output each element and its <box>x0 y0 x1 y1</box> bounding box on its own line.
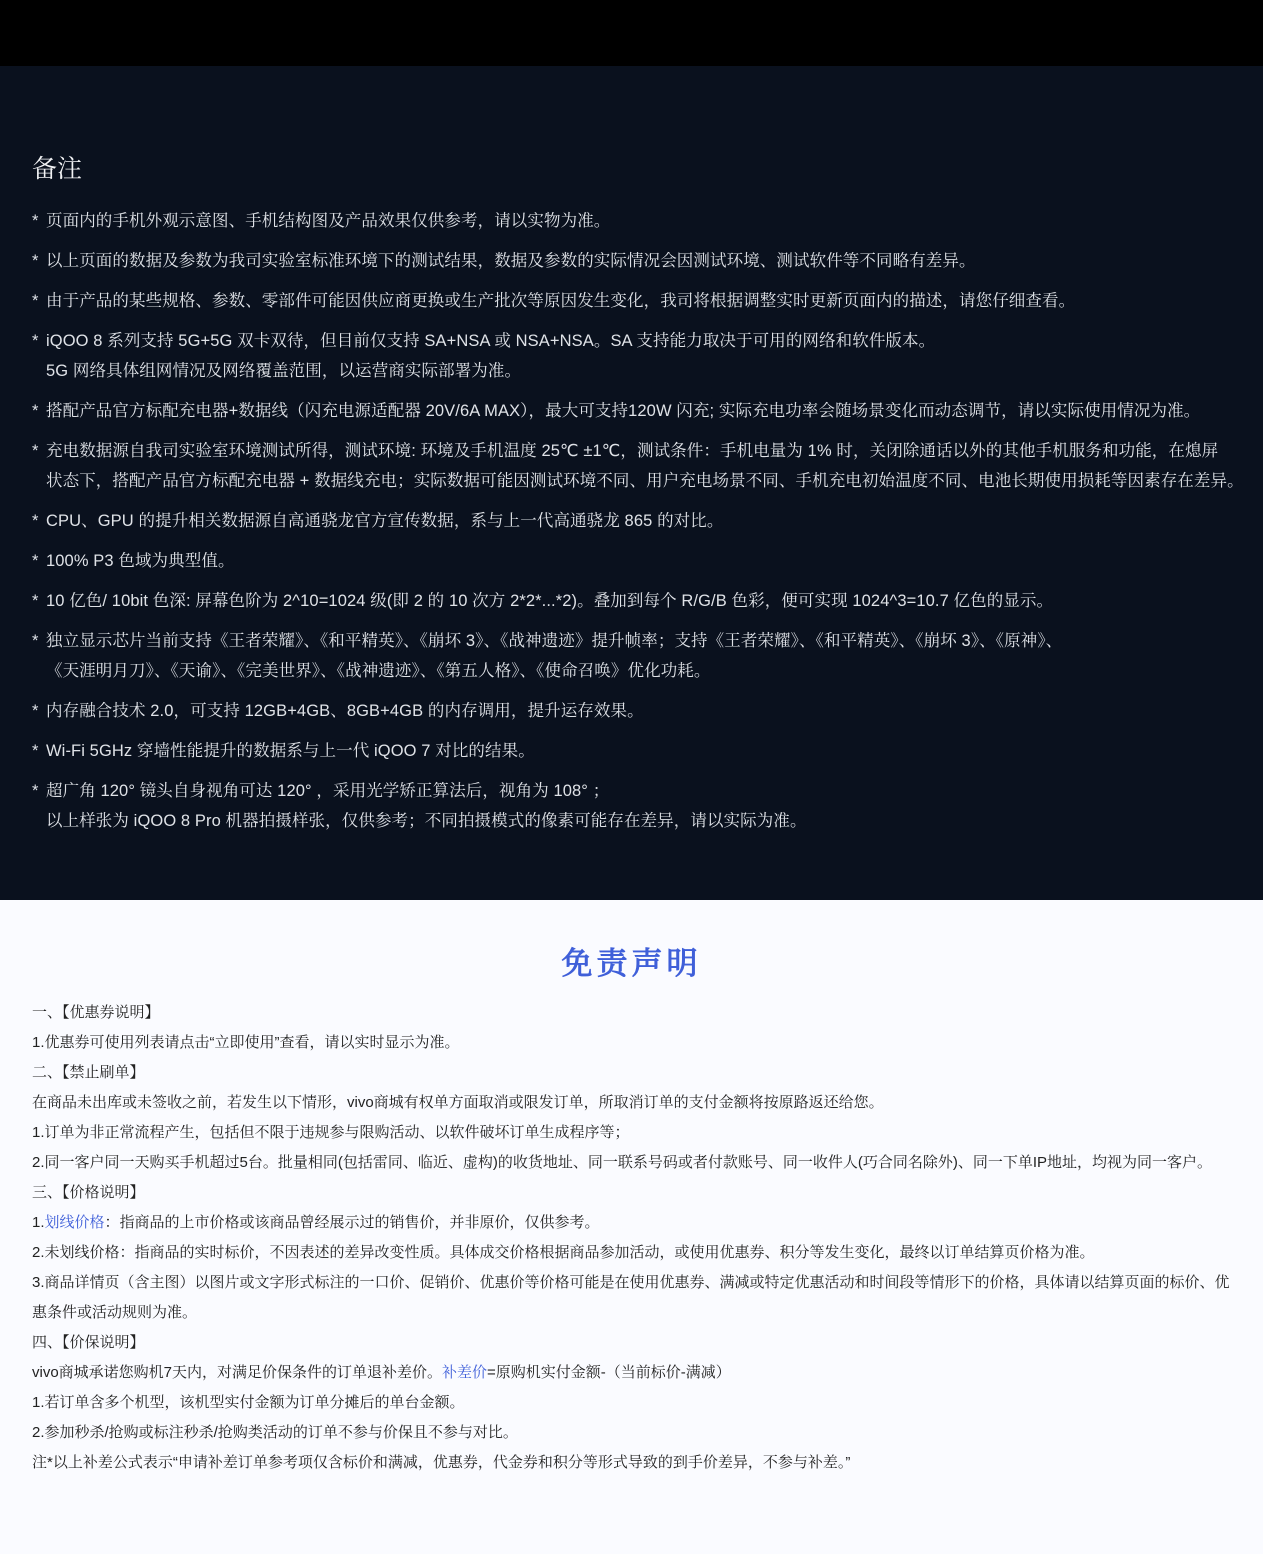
note-item <box>32 396 1263 426</box>
note-text: 状态下，搭配产品官方标配充电器 + 数据线充电；实际数据可能因测试环境不同、用户充电场景不同、手机充电初始温度不同、电池长期使用损耗等因素存在差异。 <box>46 472 1244 490</box>
note-item <box>32 326 1263 386</box>
section-heading-no-fake-orders: 二、【禁止刷单】 <box>32 1064 145 1081</box>
section-heading-price-protection: 四、【价保说明】 <box>32 1334 145 1351</box>
note-bullet: * <box>32 552 39 570</box>
note-item <box>32 586 1263 616</box>
note-item <box>32 626 1263 686</box>
strikethrough-price-link[interactable]: 划线价格 <box>44 1214 105 1231</box>
note-text: 内存融合技术 2.0，可支持 12GB+4GB、8GB+4GB 的内存调用，提升运存效果。 <box>46 702 644 720</box>
price-protection-formula: =原购机实付金额-（当前标价-满减） <box>487 1364 731 1381</box>
section-heading-price: 三、【价格说明】 <box>32 1184 145 1201</box>
notes-list <box>32 206 1263 836</box>
price-protection-note: 注*以上补差公式表示“申请补差订单参考项仅含标价和满减，优惠券，代金券和积分等形式导致的到手价差异，不参与补差。” <box>32 1454 851 1471</box>
price-rule-2: 2.未划线价格：指商品的实时标价，不因表述的差异改变性质。具体成交价格根据商品参加活动，或使用优惠券、积分等发生变化，最终以订单结算页价格为准。 <box>32 1244 1095 1261</box>
section-heading-coupon: 一、【优惠券说明】 <box>32 1004 160 1021</box>
coupon-paragraph: 1.优惠券可使用列表请点击“立即使用”查看，请以实时显示为准。 <box>32 1034 460 1051</box>
price-protection-rule-2: 2.参加秒杀/抢购或标注秒杀/抢购类活动的订单不参与价保且不参与对比。 <box>32 1424 518 1441</box>
note-text: 超广角 120° 镜头自身视角可达 120° ，采用光学矫正算法后，视角为 108° ； <box>46 782 610 800</box>
note-item <box>32 246 1263 276</box>
note-bullet: * <box>32 252 39 270</box>
disclaimer-body <box>0 998 1263 1478</box>
note-text: 100% P3 色域为典型值。 <box>46 552 235 570</box>
note-bullet: * <box>32 212 39 230</box>
note-bullet: * <box>32 512 39 530</box>
note-text: 5G 网络具体组网情况及网络覆盖范围，以运营商实际部署为准。 <box>46 362 522 380</box>
price-rule-1-text: ：指商品的上市价格或该商品曾经展示过的销售价，并非原价，仅供参考。 <box>104 1214 600 1231</box>
note-item <box>32 696 1263 726</box>
note-item <box>32 546 1263 576</box>
price-difference-link[interactable]: 补差价 <box>442 1364 488 1381</box>
note-text: 10 亿色/ 10bit 色深: 屏幕色阶为 2^10=1024 级(即 2 的 10 次方 2*2*...*2)。叠加到每个 R/G/B 色彩，便可实现 1024^3=10.7 亿色的显示。 <box>46 592 1054 610</box>
note-text: 《天涯明月刀》、《天谕》、《完美世界》、《战神遗迹》、《第五人格》、《使命召唤》优化功耗。 <box>46 662 711 680</box>
note-text: 由于产品的某些规格、参数、零部件可能因供应商更换或生产批次等原因发生变化，我司将根据调整实时更新页面内的描述，请您仔细查看。 <box>46 292 1076 310</box>
top-bar <box>0 0 1263 66</box>
price-protection-intro-text: vivo商城承诺您购机7天内，对满足价保条件的订单退补差价。 <box>32 1364 443 1381</box>
fake-orders-rule-2: 2.同一客户同一天购买手机超过5台。批量相同(包括雷同、临近、虚构)的收货地址、同一联系号码或者付款账号、同一收件人(巧合同名除外)、同一下单IP地址，均视为同一客户。 <box>32 1154 1213 1171</box>
fake-orders-rule-1: 1.订单为非正常流程产生，包括但不限于违规参与限购活动、以软件破坏订单生成程序等； <box>32 1124 630 1141</box>
disclaimer-title: 免责声明 <box>561 946 702 981</box>
note-bullet: * <box>32 782 39 800</box>
note-text: CPU、GPU 的提升相关数据源自高通骁龙官方宣传数据，系与上一代高通骁龙 865 的对比。 <box>46 512 724 530</box>
note-bullet: * <box>32 402 39 420</box>
price-rule-1 <box>32 1208 1233 1238</box>
price-protection-intro <box>32 1358 1233 1388</box>
note-item <box>32 206 1263 236</box>
note-text: 页面内的手机外观示意图、手机结构图及产品效果仅供参考，请以实物为准。 <box>46 212 611 230</box>
note-text: 搭配产品官方标配充电器+数据线（闪充电源适配器 20V/6A MAX），最大可支持120W 闪充; 实际充电功率会随场景变化而动态调节，请以实际使用情况为准。 <box>46 402 1201 420</box>
fake-orders-intro: 在商品未出库或未签收之前，若发生以下情形，vivo商城有权单方面取消或限发订单，所取消订单的支付金额将按原路返还给您。 <box>32 1094 884 1111</box>
note-bullet: * <box>32 332 39 350</box>
note-item <box>32 736 1263 766</box>
notes-section <box>0 66 1263 900</box>
note-bullet: * <box>32 292 39 310</box>
note-text: 以上页面的数据及参数为我司实验室标准环境下的测试结果，数据及参数的实际情况会因测试环境、测试软件等不同略有差异。 <box>46 252 976 270</box>
note-item <box>32 436 1263 496</box>
notes-title: 备注 <box>32 155 83 183</box>
note-bullet: * <box>32 702 39 720</box>
note-bullet: * <box>32 632 39 650</box>
note-item <box>32 776 1263 836</box>
note-text: 充电数据源自我司实验室环境测试所得，测试环境: 环境及手机温度 25℃ ±1℃，测试条件：手机电量为 1% 时，关闭除通话以外的其他手机服务和功能，在熄屏 <box>46 442 1219 460</box>
price-protection-rule-1: 1.若订单含多个机型，该机型实付金额为订单分摊后的单台金额。 <box>32 1394 465 1411</box>
note-bullet: * <box>32 742 39 760</box>
note-bullet: * <box>32 442 39 460</box>
note-text: Wi-Fi 5GHz 穿墙性能提升的数据系与上一代 iQOO 7 对比的结果。 <box>46 742 535 760</box>
note-text: 独立显示芯片当前支持《王者荣耀》、《和平精英》、《崩坏 3》、《战神遗迹》提升帧率；支持《王者荣耀》、《和平精英》、《崩坏 3》、《原神》、 <box>46 632 1063 650</box>
price-rule-3: 3.商品详情页（含主图）以图片或文字形式标注的一口价、促销价、优惠价等价格可能是在使用优惠券、满减或特定优惠活动和时间段等情形下的价格，具体请以结算页面的标价、优惠条件或活动规则为准。 <box>32 1274 1230 1321</box>
note-text: 以上样张为 iQOO 8 Pro 机器拍摄样张，仅供参考；不同拍摄模式的像素可能存在差异，请以实际为准。 <box>46 812 807 830</box>
price-rule-1-prefix: 1. <box>32 1214 45 1231</box>
note-text: iQOO 8 系列支持 5G+5G 双卡双待，但目前仅支持 SA+NSA 或 NSA+NSA。SA 支持能力取决于可用的网络和软件版本。 <box>46 332 936 350</box>
disclaimer-section <box>0 900 1263 1554</box>
note-item <box>32 286 1263 316</box>
note-item <box>32 506 1263 536</box>
note-bullet: * <box>32 592 39 610</box>
